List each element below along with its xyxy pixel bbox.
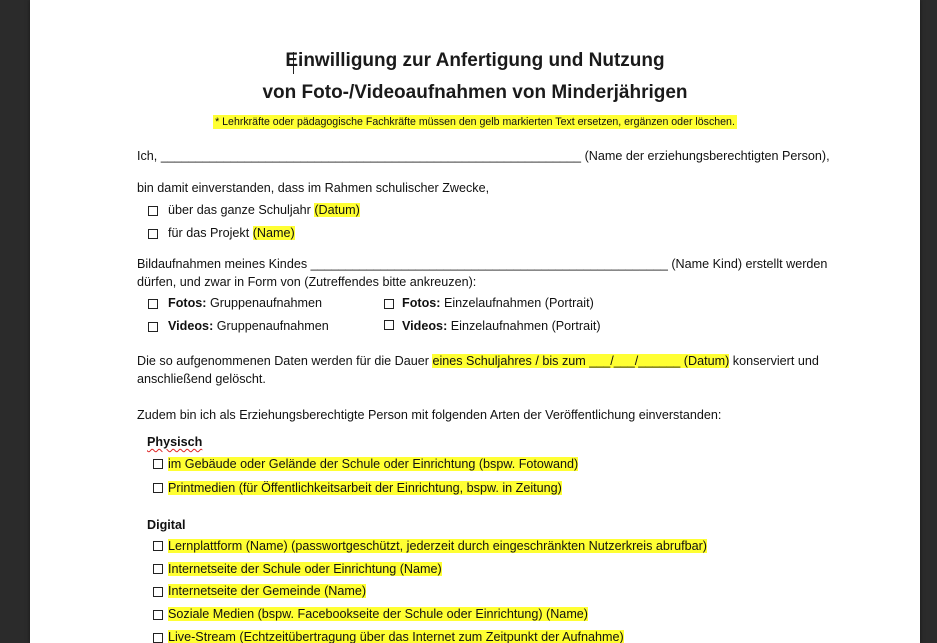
publication-intro: Zudem bin ich als Erziehungsberechtigte Person mit folgenden Arten der Veröffentlichung einverstanden: xyxy=(137,408,722,422)
child-name-blank[interactable]: ___________________________________________________ xyxy=(310,257,668,271)
checkbox-videos-group[interactable] xyxy=(148,322,158,332)
title-line-1: Einwilligung zur Anfertigung und Nutzung xyxy=(285,50,665,71)
option-physical-print: Printmedien (für Öffentlichkeitsarbeit der Einrichtung, bspw. in Zeitung) xyxy=(168,481,562,495)
option-fotos-group: Fotos: Gruppenaufnahmen xyxy=(168,296,323,310)
option-digital-community-site: Internetseite der Gemeinde (Name) xyxy=(168,584,367,598)
option-school-year: über das ganze Schuljahr (Datum) xyxy=(168,203,360,217)
document-page xyxy=(30,0,920,643)
option-fotos-single: Fotos: Einzelaufnahmen (Portrait) xyxy=(402,296,594,310)
physical-heading: Physisch xyxy=(147,435,203,449)
checkbox-physical-building[interactable] xyxy=(153,459,163,469)
option-project: für das Projekt (Name) xyxy=(168,226,295,240)
option-videos-group: Videos: Gruppenaufnahmen xyxy=(168,319,329,333)
consent-line: bin damit einverstanden, dass im Rahmen schulischer Zwecke, xyxy=(137,181,490,195)
instruction-note: * Lehrkräfte oder pädagogische Fachkräfte müssen den gelb markierten Text ersetzen, ergänzen oder löschen. xyxy=(215,116,735,128)
checkbox-project[interactable] xyxy=(148,229,158,239)
checkbox-digital-school-site[interactable] xyxy=(153,564,163,574)
checkbox-fotos-single[interactable] xyxy=(384,299,394,309)
checkbox-videos-single[interactable] xyxy=(384,320,394,330)
guardian-name-line: Ich, ____________________________________________________________ (Name der erziehungsberechtigten Person), xyxy=(137,149,830,163)
option-videos-single: Videos: Einzelaufnahmen (Portrait) xyxy=(402,319,601,333)
option-physical-building: im Gebäude oder Gelände der Schule oder Einrichtung (bspw. Fotowand) xyxy=(168,457,579,471)
storage-line-2: anschließend gelöscht. xyxy=(137,372,266,386)
storage-line: Die so aufgenommenen Daten werden für die Dauer eines Schuljahres / bis zum ___/___/______ (Datum) konserviert und xyxy=(137,354,819,368)
option-digital-social-media: Soziale Medien (bspw. Facebookseite der Schule oder Einrichtung) (Name) xyxy=(168,607,589,621)
checkbox-physical-print[interactable] xyxy=(153,483,163,493)
guardian-name-blank[interactable]: ____________________________________________________________ xyxy=(160,149,582,163)
option-digital-school-site: Internetseite der Schule oder Einrichtung (Name) xyxy=(168,562,442,576)
digital-heading: Digital xyxy=(147,518,186,532)
child-name-line: Bildaufnahmen meines Kindes ___________________________________________________ (Name Kind) erstellt werden xyxy=(137,257,828,271)
checkbox-digital-platform[interactable] xyxy=(153,541,163,551)
checkbox-digital-community-site[interactable] xyxy=(153,587,163,597)
checkbox-digital-social-media[interactable] xyxy=(153,610,163,620)
checkbox-digital-livestream[interactable] xyxy=(153,633,163,643)
title-line-2: von Foto-/Videoaufnahmen von Minderjährigen xyxy=(262,82,688,103)
checkbox-school-year[interactable] xyxy=(148,206,158,216)
option-digital-platform: Lernplattform (Name) (passwortgeschützt, jederzeit durch eingeschränkten Nutzerkreis abrufbar) xyxy=(168,539,707,553)
option-digital-livestream: Live-Stream (Echtzeitübertragung über das Internet zum Zeitpunkt der Aufnahme) xyxy=(168,630,624,643)
checkbox-fotos-group[interactable] xyxy=(148,299,158,309)
child-line-2: dürfen, und zwar in Form von (Zutreffendes bitte ankreuzen): xyxy=(137,275,477,289)
